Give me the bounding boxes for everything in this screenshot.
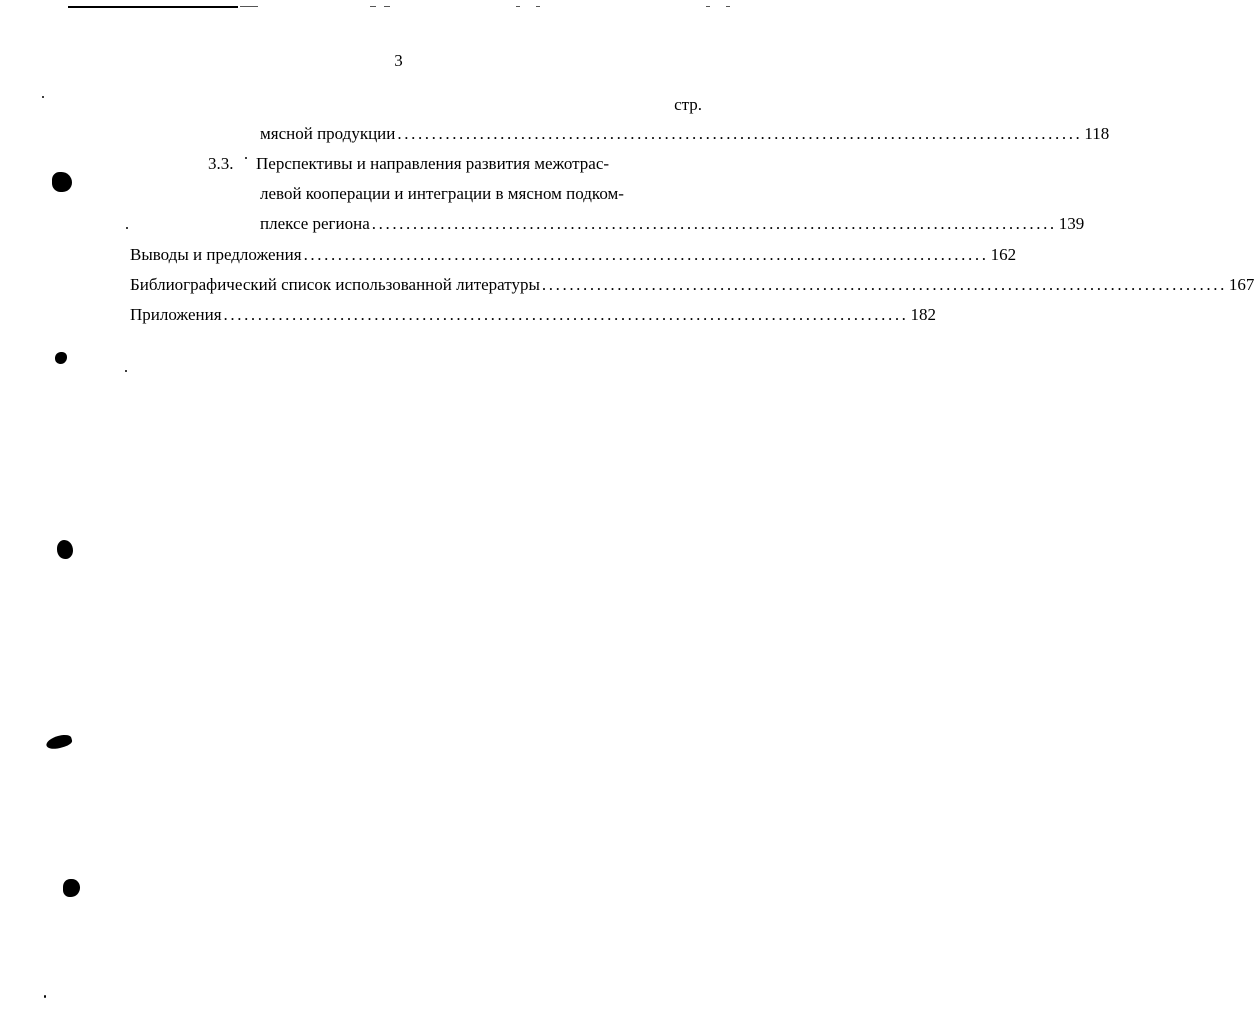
scan-mark (370, 6, 376, 7)
scan-mark (726, 6, 730, 7)
toc-entry-page: 162 (990, 245, 1017, 264)
toc-entry (130, 245, 1017, 265)
scan-mark (516, 6, 520, 7)
dot-leader: .................................................................................................... (371, 214, 1057, 233)
toc-entry-title-line: левой кооперации и интеграции в мясном подком- (260, 184, 624, 203)
binder-hole-mark (57, 540, 73, 559)
toc-entry (260, 214, 1085, 234)
scan-speck (42, 96, 44, 98)
binder-hole-mark (45, 733, 73, 751)
toc-entry-title-line: Перспективы и направления развития межотрас- (256, 154, 610, 173)
toc-entry-title: плексе региона (260, 214, 370, 233)
toc-entry (130, 275, 1254, 295)
page-column-label: стр. (674, 95, 702, 114)
scan-speck (125, 370, 127, 372)
scan-speck (245, 157, 247, 159)
toc-entry (260, 124, 1110, 144)
section-number: 3.3. (208, 154, 234, 173)
toc-entry-page: 139 (1058, 214, 1085, 233)
toc-entry-title: мясной продукции (260, 124, 396, 143)
scan-mark (706, 6, 710, 7)
scan-mark (384, 6, 390, 7)
dot-leader: .................................................................................................... (541, 275, 1227, 294)
scan-mark (240, 6, 258, 7)
binder-hole-mark (52, 172, 72, 192)
binder-hole-mark (55, 352, 67, 364)
toc-entry (130, 305, 937, 325)
binder-hole-mark (63, 879, 80, 897)
toc-entry-title: Приложения (130, 305, 222, 324)
dot-leader: .................................................................................................... (303, 245, 989, 264)
toc-entry-page: 118 (1084, 124, 1110, 143)
toc-entry-page: 182 (910, 305, 937, 324)
scan-speck (126, 227, 128, 229)
scan-speck (44, 995, 46, 998)
dot-leader: .................................................................................................... (397, 124, 1083, 143)
toc-entry-title: Выводы и предложения (130, 245, 302, 264)
scan-mark (536, 6, 540, 7)
toc-entry-page: 167 (1228, 275, 1254, 294)
dot-leader: .................................................................................................... (223, 305, 909, 324)
page-number: 3 (394, 51, 403, 70)
scan-line (68, 6, 238, 8)
toc-entry-title: Библиографический список использованной литературы (130, 275, 540, 294)
